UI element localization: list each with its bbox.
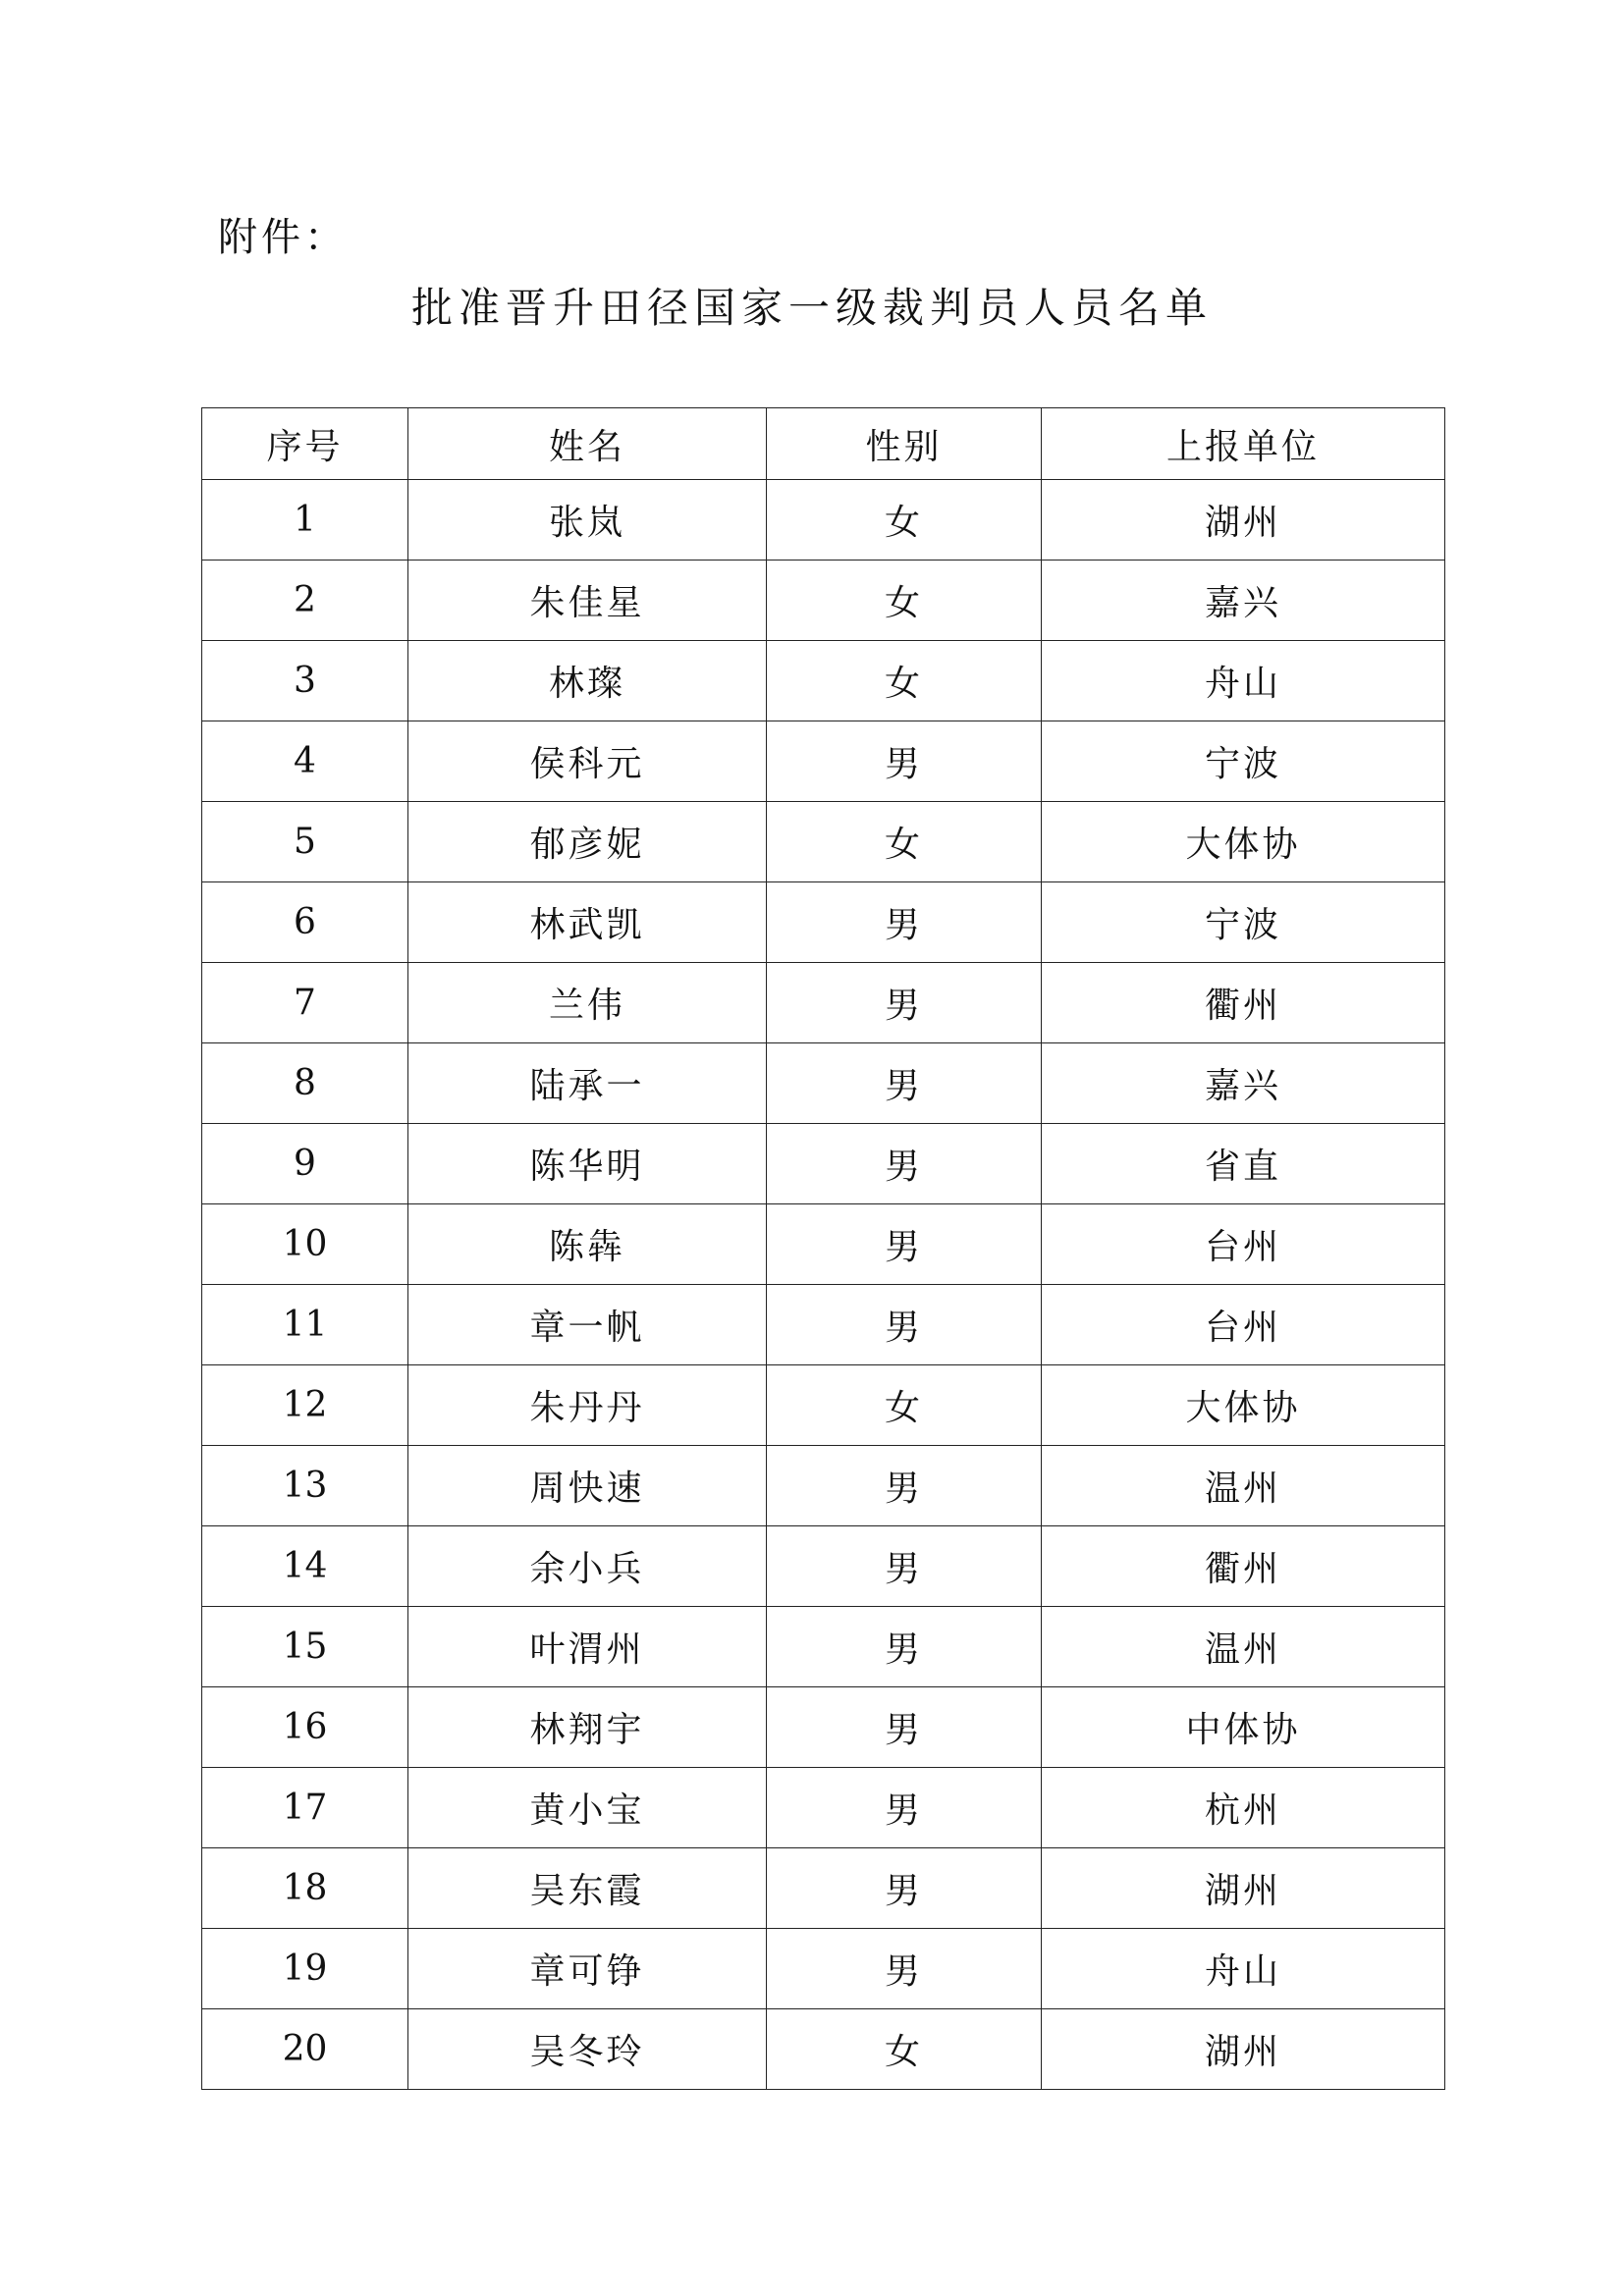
table-row bbox=[202, 721, 1445, 802]
cell-name: 章可铮 bbox=[408, 1929, 767, 2009]
table-row bbox=[202, 1848, 1445, 1929]
cell-name: 兰伟 bbox=[408, 963, 767, 1043]
cell-name: 林翔宇 bbox=[408, 1687, 767, 1768]
referee-roster-table bbox=[201, 407, 1445, 2090]
cell-gender: 女 bbox=[767, 480, 1042, 561]
cell-name: 林武凯 bbox=[408, 882, 767, 963]
table-row bbox=[202, 1446, 1445, 1526]
cell-name: 周快速 bbox=[408, 1446, 767, 1526]
cell-unit: 台州 bbox=[1042, 1285, 1445, 1365]
cell-unit: 宁波 bbox=[1042, 882, 1445, 963]
cell-name: 陈犇 bbox=[408, 1204, 767, 1285]
cell-gender: 男 bbox=[767, 1848, 1042, 1929]
cell-name: 黄小宝 bbox=[408, 1768, 767, 1848]
cell-gender: 男 bbox=[767, 1124, 1042, 1204]
cell-gender: 男 bbox=[767, 1526, 1042, 1607]
cell-name: 陆承一 bbox=[408, 1043, 767, 1124]
cell-seq: 4 bbox=[202, 721, 408, 802]
cell-unit: 杭州 bbox=[1042, 1768, 1445, 1848]
cell-seq: 15 bbox=[202, 1607, 408, 1687]
attachment-label: 附件： bbox=[218, 215, 348, 260]
cell-seq: 16 bbox=[202, 1687, 408, 1768]
cell-seq: 7 bbox=[202, 963, 408, 1043]
table-row bbox=[202, 802, 1445, 882]
table-row bbox=[202, 561, 1445, 641]
cell-gender: 男 bbox=[767, 963, 1042, 1043]
cell-name: 朱佳星 bbox=[408, 561, 767, 641]
cell-seq: 5 bbox=[202, 802, 408, 882]
table-row bbox=[202, 480, 1445, 561]
cell-gender: 男 bbox=[767, 721, 1042, 802]
cell-gender: 男 bbox=[767, 1285, 1042, 1365]
cell-seq: 14 bbox=[202, 1526, 408, 1607]
cell-unit: 温州 bbox=[1042, 1607, 1445, 1687]
cell-unit: 湖州 bbox=[1042, 1848, 1445, 1929]
cell-gender: 男 bbox=[767, 1929, 1042, 2009]
cell-gender: 女 bbox=[767, 561, 1042, 641]
cell-unit: 嘉兴 bbox=[1042, 561, 1445, 641]
table-row bbox=[202, 963, 1445, 1043]
table-row bbox=[202, 1204, 1445, 1285]
cell-gender: 女 bbox=[767, 2009, 1042, 2090]
table-row bbox=[202, 882, 1445, 963]
cell-seq: 3 bbox=[202, 641, 408, 721]
cell-gender: 男 bbox=[767, 1204, 1042, 1285]
header-name: 姓名 bbox=[408, 408, 767, 480]
header-seq: 序号 bbox=[202, 408, 408, 480]
cell-seq: 6 bbox=[202, 882, 408, 963]
cell-seq: 9 bbox=[202, 1124, 408, 1204]
cell-unit: 大体协 bbox=[1042, 802, 1445, 882]
cell-name: 叶渭州 bbox=[408, 1607, 767, 1687]
cell-unit: 台州 bbox=[1042, 1204, 1445, 1285]
cell-name: 朱丹丹 bbox=[408, 1365, 767, 1446]
cell-name: 吴冬玲 bbox=[408, 2009, 767, 2090]
cell-unit: 宁波 bbox=[1042, 721, 1445, 802]
cell-gender: 男 bbox=[767, 1607, 1042, 1687]
cell-gender: 男 bbox=[767, 1043, 1042, 1124]
cell-unit: 舟山 bbox=[1042, 641, 1445, 721]
table-row bbox=[202, 2009, 1445, 2090]
cell-seq: 20 bbox=[202, 2009, 408, 2090]
table-row bbox=[202, 1043, 1445, 1124]
table-row bbox=[202, 1687, 1445, 1768]
cell-gender: 男 bbox=[767, 1768, 1042, 1848]
header-unit: 上报单位 bbox=[1042, 408, 1445, 480]
cell-name: 陈华明 bbox=[408, 1124, 767, 1204]
cell-unit: 湖州 bbox=[1042, 2009, 1445, 2090]
table-row bbox=[202, 1929, 1445, 2009]
cell-seq: 12 bbox=[202, 1365, 408, 1446]
cell-name: 侯科元 bbox=[408, 721, 767, 802]
cell-name: 郁彦妮 bbox=[408, 802, 767, 882]
cell-seq: 17 bbox=[202, 1768, 408, 1848]
cell-unit: 湖州 bbox=[1042, 480, 1445, 561]
cell-unit: 衢州 bbox=[1042, 1526, 1445, 1607]
cell-unit: 嘉兴 bbox=[1042, 1043, 1445, 1124]
cell-seq: 10 bbox=[202, 1204, 408, 1285]
cell-seq: 2 bbox=[202, 561, 408, 641]
cell-seq: 11 bbox=[202, 1285, 408, 1365]
cell-unit: 衢州 bbox=[1042, 963, 1445, 1043]
cell-unit: 大体协 bbox=[1042, 1365, 1445, 1446]
table-row bbox=[202, 1768, 1445, 1848]
cell-gender: 女 bbox=[767, 1365, 1042, 1446]
table-row bbox=[202, 1365, 1445, 1446]
cell-seq: 18 bbox=[202, 1848, 408, 1929]
cell-seq: 19 bbox=[202, 1929, 408, 2009]
table-row bbox=[202, 1124, 1445, 1204]
cell-gender: 男 bbox=[767, 1687, 1042, 1768]
cell-name: 章一帆 bbox=[408, 1285, 767, 1365]
cell-unit: 温州 bbox=[1042, 1446, 1445, 1526]
header-gender: 性别 bbox=[767, 408, 1042, 480]
cell-name: 林璨 bbox=[408, 641, 767, 721]
document-title: 批准晋升田径国家一级裁判员人员名单 bbox=[410, 284, 1213, 332]
table-header-row bbox=[202, 408, 1445, 480]
table-row bbox=[202, 1607, 1445, 1687]
cell-unit: 舟山 bbox=[1042, 1929, 1445, 2009]
cell-unit: 中体协 bbox=[1042, 1687, 1445, 1768]
table-row bbox=[202, 1526, 1445, 1607]
cell-name: 张岚 bbox=[408, 480, 767, 561]
cell-name: 余小兵 bbox=[408, 1526, 767, 1607]
cell-gender: 女 bbox=[767, 641, 1042, 721]
cell-gender: 男 bbox=[767, 882, 1042, 963]
cell-unit: 省直 bbox=[1042, 1124, 1445, 1204]
cell-seq: 13 bbox=[202, 1446, 408, 1526]
cell-gender: 女 bbox=[767, 802, 1042, 882]
cell-seq: 1 bbox=[202, 480, 408, 561]
cell-name: 吴东霞 bbox=[408, 1848, 767, 1929]
table-row bbox=[202, 641, 1445, 721]
cell-gender: 男 bbox=[767, 1446, 1042, 1526]
cell-seq: 8 bbox=[202, 1043, 408, 1124]
table-row bbox=[202, 1285, 1445, 1365]
